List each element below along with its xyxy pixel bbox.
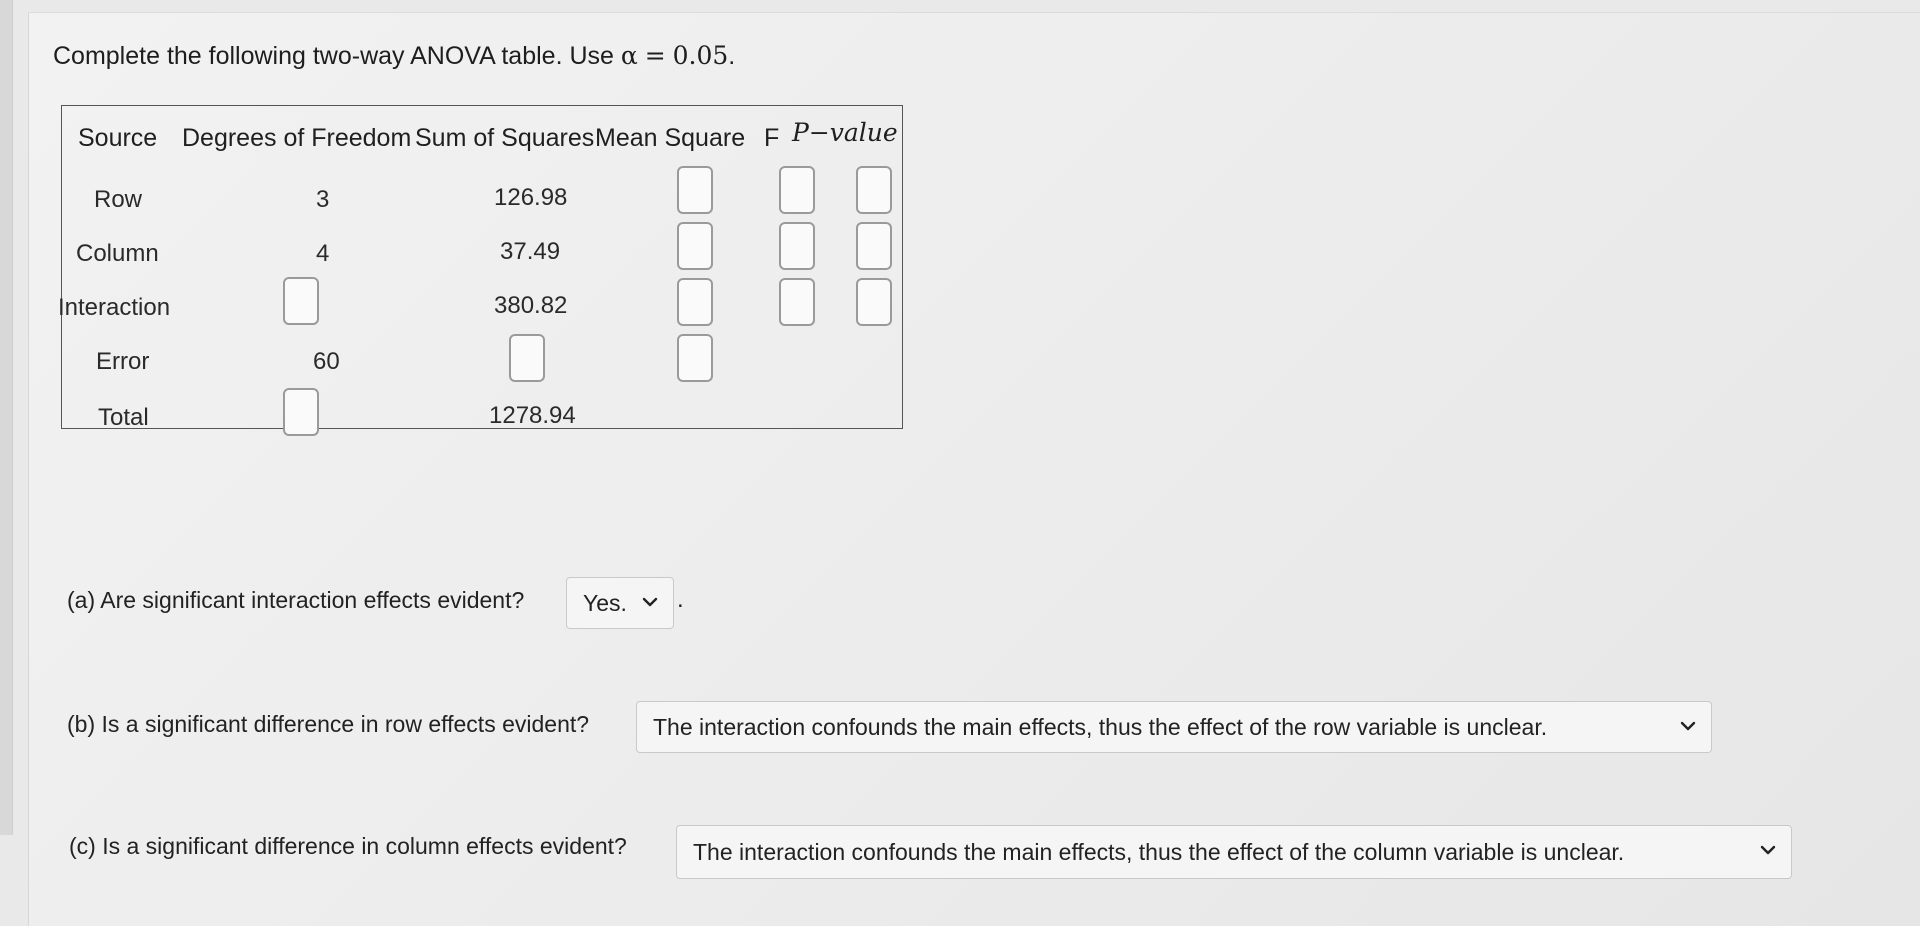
left-panel-edge xyxy=(0,0,13,835)
total-df-input[interactable] xyxy=(283,388,319,436)
row-p-input[interactable] xyxy=(856,166,892,214)
question-c-dropdown[interactable] xyxy=(676,825,1792,879)
equals-sign: = xyxy=(644,41,666,70)
question-a-dropdown[interactable] xyxy=(566,577,674,629)
question-c-label: (c) Is a significant difference in column effects evident? xyxy=(69,833,627,859)
header-p-value: P−value xyxy=(792,118,898,147)
header-sum-of-squares: Sum of Squares xyxy=(415,124,595,152)
instruction-period: . xyxy=(728,42,736,70)
row-source-label: Row xyxy=(94,186,143,213)
chevron-down-icon xyxy=(1759,841,1777,859)
alpha-symbol: α xyxy=(620,41,638,70)
header-degrees-of-freedom: Degrees of Freedom xyxy=(182,124,412,152)
error-ms-input[interactable] xyxy=(677,334,713,382)
alpha-value: 0.05 xyxy=(672,41,729,70)
question-b-label: (b) Is a significant difference in row effects evident? xyxy=(67,711,590,737)
interaction-ms-input[interactable] xyxy=(677,278,713,326)
row-ss-value: 126.98 xyxy=(494,184,568,211)
error-df-value: 60 xyxy=(313,348,340,375)
error-source-label: Error xyxy=(96,348,150,375)
interaction-ss-value: 380.82 xyxy=(494,292,568,319)
interaction-f-input[interactable] xyxy=(779,278,815,326)
instruction-text xyxy=(53,41,735,71)
column-p-input[interactable] xyxy=(856,222,892,270)
total-source-label: Total xyxy=(98,404,149,431)
question-c-selected: The interaction confounds the main effects, thus the effect of the column variable is unclear. xyxy=(693,838,1625,865)
header-f: F xyxy=(764,124,780,152)
interaction-p-input[interactable] xyxy=(856,278,892,326)
total-ss-value: 1278.94 xyxy=(489,402,576,429)
column-ms-input[interactable] xyxy=(677,222,713,270)
chevron-down-icon xyxy=(641,593,659,611)
column-df-value: 4 xyxy=(316,240,330,267)
question-a-label: (a) Are significant interaction effects evident? xyxy=(67,587,525,613)
question-a-selected: Yes. xyxy=(583,589,627,616)
header-mean-square: Mean Square xyxy=(595,124,746,152)
question-b-dropdown[interactable] xyxy=(636,701,1712,753)
row-ms-input[interactable] xyxy=(677,166,713,214)
column-f-input[interactable] xyxy=(779,222,815,270)
question-b-selected: The interaction confounds the main effects, thus the effect of the row variable is unclear. xyxy=(653,713,1548,740)
chevron-down-icon xyxy=(1679,717,1697,735)
question-page xyxy=(28,12,1920,926)
column-ss-value: 37.49 xyxy=(500,238,561,265)
error-ss-input[interactable] xyxy=(509,334,545,382)
interaction-source-label: Interaction xyxy=(58,294,171,321)
instruction-body: Complete the following two-way ANOVA table. Use xyxy=(53,42,614,70)
row-f-input[interactable] xyxy=(779,166,815,214)
column-source-label: Column xyxy=(76,240,159,267)
row-df-value: 3 xyxy=(316,186,330,213)
header-source: Source xyxy=(78,124,158,152)
interaction-df-input[interactable] xyxy=(283,277,319,325)
anova-table xyxy=(58,105,903,431)
question-a-period: . xyxy=(677,586,684,613)
